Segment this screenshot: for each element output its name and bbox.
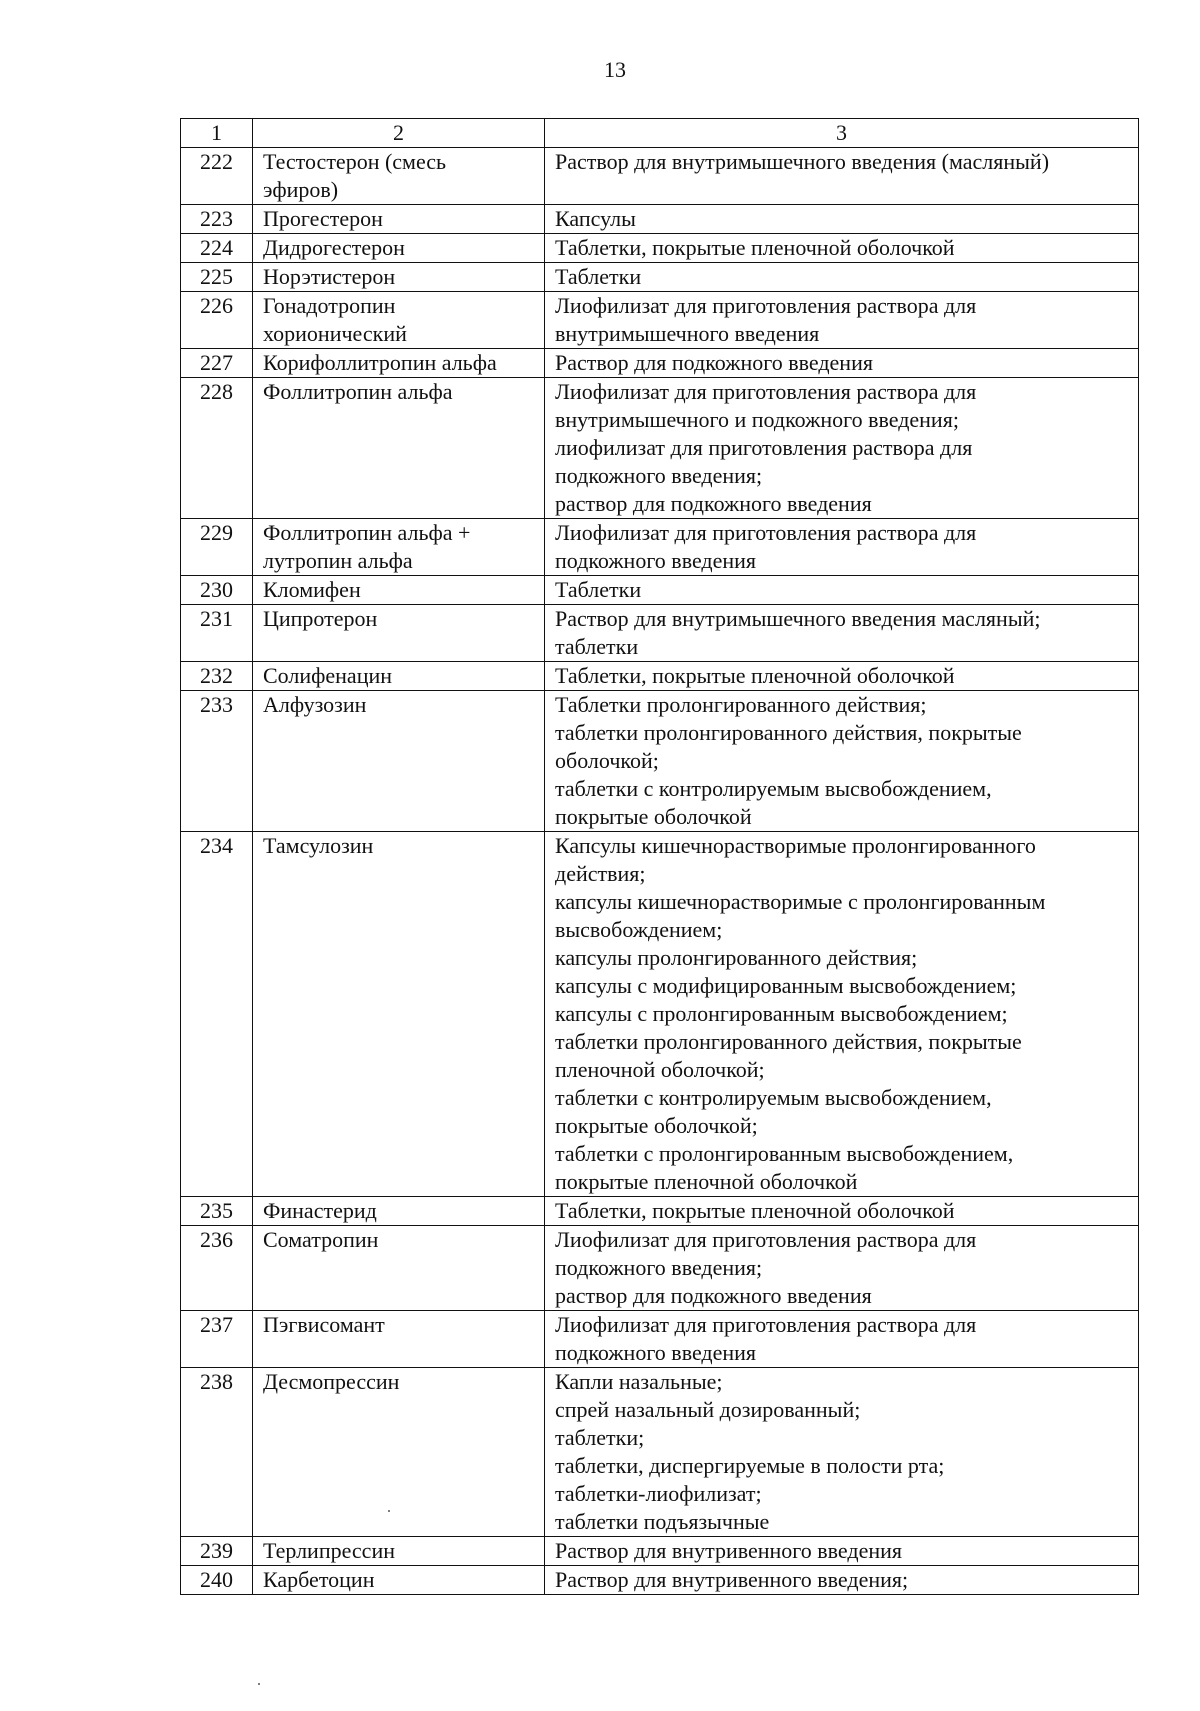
drug-name-cell: Солифенацин: [253, 662, 545, 691]
row-number-cell: 224: [181, 234, 253, 263]
drug-name-cell: Финастерид: [253, 1197, 545, 1226]
table-row: [181, 378, 1139, 519]
drug-name-cell: Корифоллитропин альфа: [253, 349, 545, 378]
table-row: [181, 1311, 1139, 1368]
table-row: [181, 1537, 1139, 1566]
page-number: 13: [604, 57, 626, 82]
drug-name-cell: Десмопрессин: [253, 1368, 545, 1537]
table-row: [181, 234, 1139, 263]
dosage-form-cell: Таблетки: [545, 263, 1139, 292]
drug-table: [180, 118, 1139, 1595]
table-row: [181, 1368, 1139, 1537]
scan-speck: [258, 1683, 260, 1685]
row-number-cell: 234: [181, 832, 253, 1197]
drug-name-cell: Норэтистерон: [253, 263, 545, 292]
column-header-number: 1: [181, 119, 253, 148]
row-number-cell: 229: [181, 519, 253, 576]
drug-name-cell: Дидрогестерон: [253, 234, 545, 263]
dosage-form-cell: Раствор для внутримышечного введения масляный; таблетки: [545, 605, 1139, 662]
drug-name-cell: Пэгвисомант: [253, 1311, 545, 1368]
dosage-form-cell: Капсулы кишечнорастворимые пролонгированного действия; капсулы кишечнорастворимые с пролонгированным высвобождением; капсулы пролонгированного действия; капсулы с модифицированным высвобождением; капсулы с пролонгированным высвобождением; таблетки пролонгированного действия, покрытые пленочной оболочкой; таблетки с контролируемым высвобождением, покрытые оболочкой; таблетки с пролонгированным высвобождением, покрытые пленочной оболочкой: [545, 832, 1139, 1197]
drug-name-cell: Соматропин: [253, 1226, 545, 1311]
dosage-form-cell: Капли назальные; спрей назальный дозированный; таблетки; таблетки, диспергируемые в полости рта; таблетки-лиофилизат; таблетки подъязычные: [545, 1368, 1139, 1537]
dosage-form-cell: Раствор для внутривенного введения: [545, 1537, 1139, 1566]
table-row: [181, 519, 1139, 576]
row-number-cell: 232: [181, 662, 253, 691]
table-row: [181, 292, 1139, 349]
table-row: [181, 148, 1139, 205]
dosage-form-cell: Раствор для внутримышечного введения (масляный): [545, 148, 1139, 205]
dosage-form-cell: Таблетки, покрытые пленочной оболочкой: [545, 1197, 1139, 1226]
table-row: [181, 1226, 1139, 1311]
row-number-cell: 240: [181, 1566, 253, 1595]
dosage-form-cell: Раствор для подкожного введения: [545, 349, 1139, 378]
drug-name-cell: Карбетоцин: [253, 1566, 545, 1595]
table-row: [181, 576, 1139, 605]
drug-name-cell: Тестостерон (смесь эфиров): [253, 148, 545, 205]
table-row: [181, 349, 1139, 378]
drug-name-cell: Прогестерон: [253, 205, 545, 234]
dosage-form-cell: Таблетки пролонгированного действия; таблетки пролонгированного действия, покрытые оболочкой; таблетки с контролируемым высвобождением, покрытые оболочкой: [545, 691, 1139, 832]
table-row: [181, 263, 1139, 292]
dosage-form-cell: Раствор для внутривенного введения;: [545, 1566, 1139, 1595]
table-row: [181, 662, 1139, 691]
dosage-form-cell: Лиофилизат для приготовления раствора для подкожного введения: [545, 1311, 1139, 1368]
table-row: [181, 1566, 1139, 1595]
row-number-cell: 236: [181, 1226, 253, 1311]
table-row: [181, 605, 1139, 662]
table-row: [181, 691, 1139, 832]
scan-speck: [388, 1510, 390, 1512]
drug-name-cell: Фоллитропин альфа: [253, 378, 545, 519]
table-row: [181, 1197, 1139, 1226]
column-header-name: 2: [253, 119, 545, 148]
row-number-cell: 235: [181, 1197, 253, 1226]
dosage-form-cell: Таблетки, покрытые пленочной оболочкой: [545, 234, 1139, 263]
row-number-cell: 228: [181, 378, 253, 519]
dosage-form-cell: Таблетки, покрытые пленочной оболочкой: [545, 662, 1139, 691]
table-body: [181, 119, 1139, 1595]
row-number-cell: 237: [181, 1311, 253, 1368]
row-number-cell: 230: [181, 576, 253, 605]
column-header-row: [181, 119, 1139, 148]
drug-name-cell: Кломифен: [253, 576, 545, 605]
row-number-cell: 223: [181, 205, 253, 234]
row-number-cell: 226: [181, 292, 253, 349]
row-number-cell: 227: [181, 349, 253, 378]
table-row: [181, 832, 1139, 1197]
drug-name-cell: Тамсулозин: [253, 832, 545, 1197]
drug-name-cell: Алфузозин: [253, 691, 545, 832]
row-number-cell: 225: [181, 263, 253, 292]
drug-name-cell: Ципротерон: [253, 605, 545, 662]
drug-name-cell: Фоллитропин альфа + лутропин альфа: [253, 519, 545, 576]
dosage-form-cell: Лиофилизат для приготовления раствора для внутримышечного и подкожного введения; лиофилизат для приготовления раствора для подкожного введения; раствор для подкожного введения: [545, 378, 1139, 519]
row-number-cell: 233: [181, 691, 253, 832]
row-number-cell: 238: [181, 1368, 253, 1537]
dosage-form-cell: Лиофилизат для приготовления раствора для внутримышечного введения: [545, 292, 1139, 349]
row-number-cell: 231: [181, 605, 253, 662]
dosage-form-cell: Лиофилизат для приготовления раствора для подкожного введения; раствор для подкожного введения: [545, 1226, 1139, 1311]
dosage-form-cell: Таблетки: [545, 576, 1139, 605]
dosage-form-cell: Лиофилизат для приготовления раствора для подкожного введения: [545, 519, 1139, 576]
row-number-cell: 239: [181, 1537, 253, 1566]
table-row: [181, 205, 1139, 234]
dosage-form-cell: Капсулы: [545, 205, 1139, 234]
drug-name-cell: Терлипрессин: [253, 1537, 545, 1566]
row-number-cell: 222: [181, 148, 253, 205]
column-header-form: 3: [545, 119, 1139, 148]
drug-name-cell: Гонадотропин хорионический: [253, 292, 545, 349]
